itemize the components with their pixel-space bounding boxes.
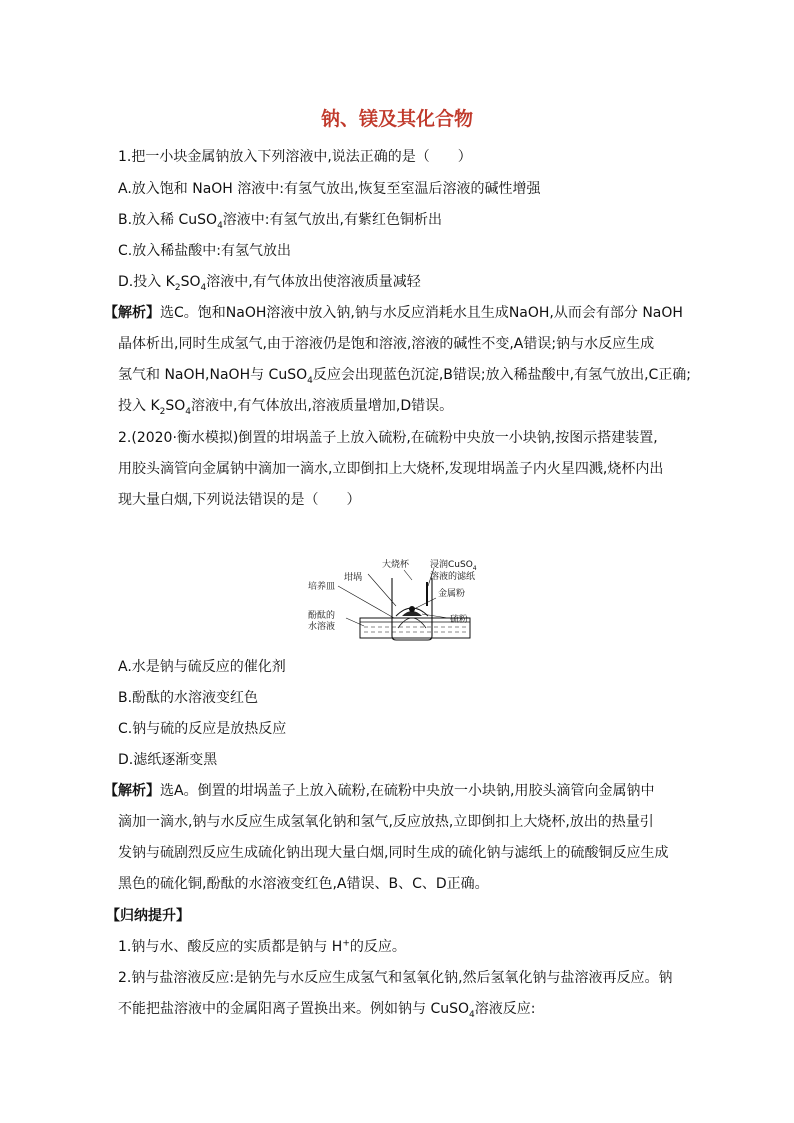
q2-stem-line-1: 2.(2020·衡水模拟)倒置的坩埚盖子上放入硫粉,在硫粉中央放一小块钠,按图示搭建装置,	[118, 430, 658, 446]
summary-point-1: 1.钠与水、酸反应的实质都是钠与 H+的反应。	[118, 938, 406, 955]
q1-option-b: B.放入稀 CuSO$_4$溶液中:有氢气放出,有紫红色铜析出	[118, 212, 442, 231]
q2-option-a: A.水是钠与硫反应的催化剂	[118, 659, 286, 675]
summary-tag: 【归纳提升】	[106, 908, 190, 924]
label-sulfur: 硫粉	[450, 615, 469, 625]
q2-option-d: D.滤纸逐渐变黑	[118, 752, 218, 768]
q2-option-b: B.酚酞的水溶液变红色	[118, 690, 259, 706]
analysis-tag: 【解析】	[104, 305, 160, 321]
apparatus-figure	[308, 556, 488, 644]
label-phenol-l2: 水溶液	[308, 622, 336, 632]
page-title: 钠、镁及其化合物	[320, 108, 473, 130]
label-paper-l1: 浸润CuSO$_4$	[430, 560, 477, 572]
q1-analysis-line-1: 【解析】选C。饱和NaOH溶液中放入钠,钠与水反应消耗水且生成NaOH,从而会有部分 NaOH	[104, 305, 683, 321]
q2-analysis-line-1: 【解析】选A。倒置的坩埚盖子上放入硫粉,在硫粉中央放一小块钠,用胶头滴管向金属钠中	[104, 783, 655, 799]
label-dish: 培养皿	[308, 582, 336, 592]
q1-option-d: D.投入 $K_2SO_4$溶液中,有气体放出使溶液质量减轻	[118, 274, 421, 293]
label-crucible: 坩埚	[344, 573, 363, 583]
metal-powder	[409, 606, 415, 612]
label-metal: 金属粉	[438, 589, 466, 599]
label-beaker: 大烧杯	[382, 560, 410, 570]
q1-analysis-line-2: 晶体析出,同时生成氢气,由于溶液仍是饱和溶液,溶液的碱性不变,A错误;钠与水反应生成	[118, 336, 655, 352]
q2-stem-line-3: 现大量白烟,下列说法错误的是（ ）	[118, 492, 361, 508]
q1-analysis-line-3: 氢气和 NaOH,NaOH与 CuSO$_4$反应会出现蓝色沉淀,B错误;放入稀盐酸中,有氢气放出,C正确;	[118, 367, 692, 386]
q1-option-a: A.放入饱和 NaOH 溶液中:有氢气放出,恢复至室温后溶液的碱性增强	[118, 181, 541, 197]
q2-analysis-line-2: 滴加一滴水,钠与水反应生成氢氧化钠和氢气,反应放热,立即倒扣上大烧杯,放出的热量引	[118, 814, 654, 830]
summary-point-2-line-2: 不能把盐溶液中的金属阳离子置换出来。例如钠与 CuSO$_4$溶液反应:	[118, 1001, 536, 1020]
label-paper-l2: 溶液的滤纸	[430, 572, 476, 582]
q1-analysis-line-4: 投入 $K_2SO_4$溶液中,有气体放出,溶液质量增加,D错误。	[118, 398, 454, 417]
q2-stem-line-2: 用胶头滴管向金属钠中滴加一滴水,立即倒扣上大烧杯,发现坩埚盖子内火星四溅,烧杯内出	[118, 461, 664, 477]
q2-analysis-line-4: 黑色的硫化铜,酚酞的水溶液变红色,A错误、B、C、D正确。	[118, 876, 489, 892]
q1-option-c: C.放入稀盐酸中:有氢气放出	[118, 243, 291, 259]
analysis-tag: 【解析】	[104, 783, 160, 799]
q2-option-c: C.钠与硫的反应是放热反应	[118, 721, 287, 737]
q1-stem: 1.把一小块金属钠放入下列溶液中,说法正确的是（ ）	[118, 149, 472, 165]
summary-point-2-line-1: 2.钠与盐溶液反应:是钠先与水反应生成氢气和氢氧化钠,然后氢氧化钠与盐溶液再反应。钠	[118, 970, 673, 986]
label-phenol-l1: 酚酞的	[308, 611, 336, 621]
q2-analysis-line-3: 发钠与硫剧烈反应生成硫化钠出现大量白烟,同时生成的硫化钠与滤纸上的硫酸铜反应生成	[118, 845, 669, 861]
